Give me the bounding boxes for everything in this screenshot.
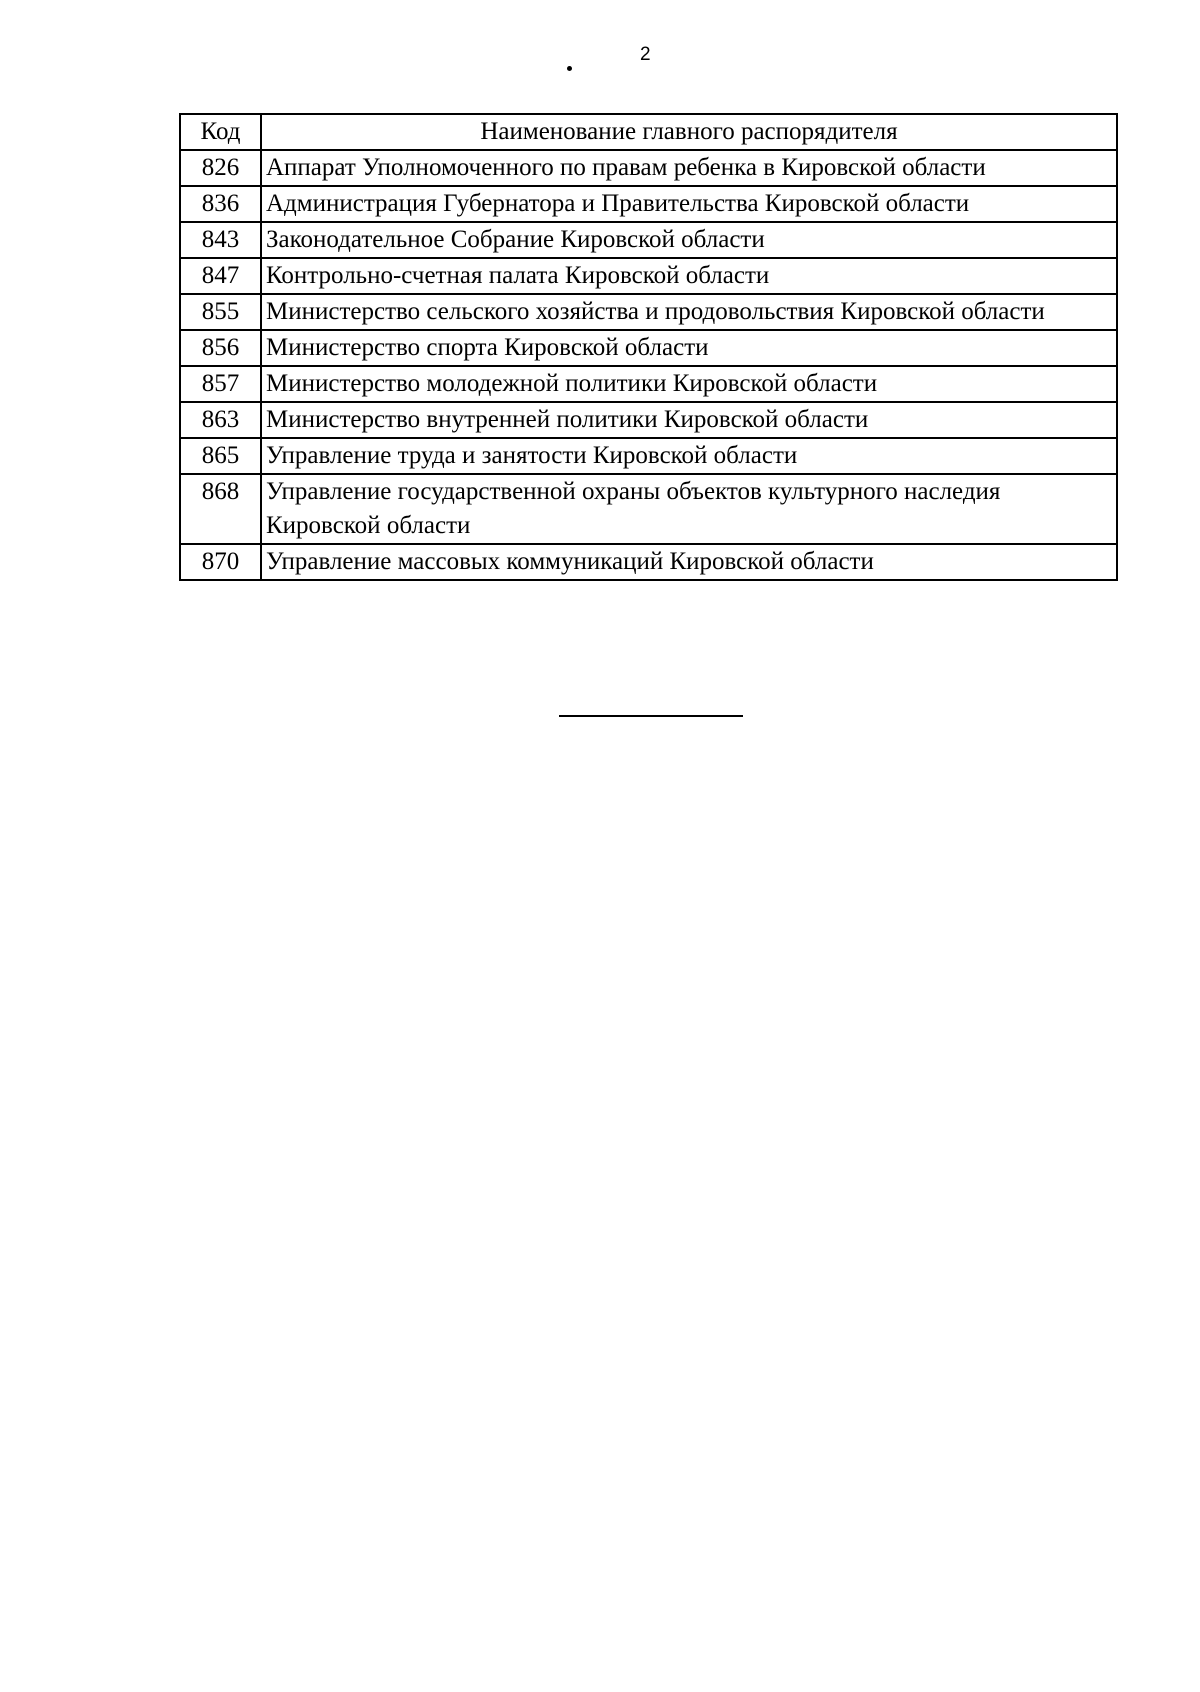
table-row [180,402,1117,438]
cell-code: 868 [180,474,261,544]
cell-name: Управление государственной охраны объектов культурного наследия Кировской области [261,474,1117,544]
table-body [180,150,1117,580]
table-header-row [180,114,1117,150]
cell-name: Аппарат Уполномоченного по правам ребенка в Кировской области [261,150,1117,186]
scan-dot [567,66,572,71]
cell-code: 857 [180,366,261,402]
cell-code: 865 [180,438,261,474]
cell-code: 870 [180,544,261,580]
cell-name: Министерство молодежной политики Кировской области [261,366,1117,402]
header-name: Наименование главного распорядителя [261,114,1117,150]
table-row [180,438,1117,474]
cell-code: 856 [180,330,261,366]
header-code: Код [180,114,261,150]
cell-code: 847 [180,258,261,294]
table-row [180,366,1117,402]
cell-name: Министерство сельского хозяйства и продовольствия Кировской области [261,294,1117,330]
table-row [180,222,1117,258]
cell-name: Министерство внутренней политики Кировской области [261,402,1117,438]
table-row [180,186,1117,222]
end-rule [559,715,743,717]
cell-code: 843 [180,222,261,258]
cell-code: 836 [180,186,261,222]
cell-name: Законодательное Собрание Кировской области [261,222,1117,258]
cell-code: 826 [180,150,261,186]
table-row [180,330,1117,366]
budget-managers-table [179,113,1118,581]
cell-name: Управление массовых коммуникаций Кировской области [261,544,1117,580]
table-row [180,150,1117,186]
cell-code: 863 [180,402,261,438]
cell-name: Контрольно-счетная палата Кировской области [261,258,1117,294]
table-row [180,544,1117,580]
table-row [180,294,1117,330]
cell-name: Администрация Губернатора и Правительства Кировской области [261,186,1117,222]
cell-code: 855 [180,294,261,330]
cell-name: Министерство спорта Кировской области [261,330,1117,366]
table-row [180,258,1117,294]
cell-name: Управление труда и занятости Кировской области [261,438,1117,474]
table-row [180,474,1117,544]
page-number: 2 [640,44,651,65]
